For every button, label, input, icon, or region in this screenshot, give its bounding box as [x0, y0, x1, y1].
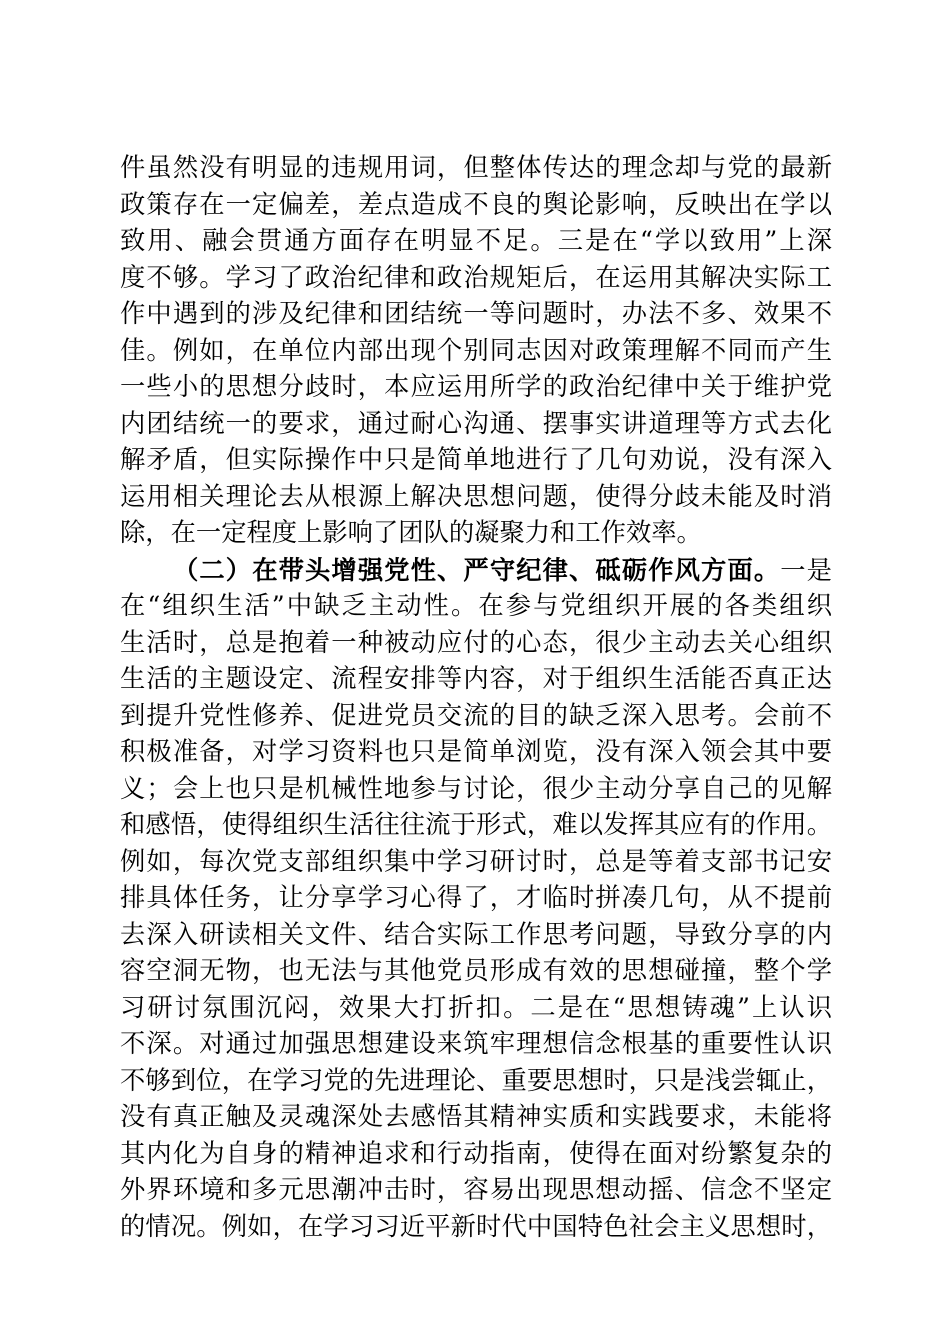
- section-heading: （二）在带头增强党性、严守纪律、砥砺作风方面。: [173, 554, 781, 585]
- text-line: 容空洞无物，也无法与其他党员形成有效的思想碰撞，整个学: [120, 956, 832, 985]
- text-line: 政策存在一定偏差，差点造成不良的舆论影响，反映出在学以: [120, 189, 832, 219]
- text-line: 生活的主题设定、流程安排等内容，对于组织生活能否真正达: [120, 664, 832, 693]
- text-line: 一些小的思想分歧时，本应运用所学的政治纪律中关于维护党: [120, 372, 832, 401]
- text-line: 佳。例如，在单位内部出现个别同志因对政策理解不同而产生: [120, 335, 832, 365]
- text-line: 作中遇到的涉及纪律和团结统一等问题时，办法不多、效果不: [120, 299, 832, 328]
- text-line: 件虽然没有明显的违规用词，但整体传达的理念却与党的最新: [120, 153, 832, 182]
- text-line: 积极准备，对学习资料也只是简单浏览，没有深入领会其中要: [120, 737, 832, 766]
- text-line: 的情况。例如，在学习习近平新时代中国特色社会主义思想时，: [120, 1211, 832, 1241]
- section-heading-tail: 一是: [780, 555, 832, 585]
- text-line: 没有真正触及灵魂深处去感悟其精神实质和实践要求，未能将: [120, 1102, 832, 1131]
- text-line: 其内化为自身的精神追求和行动指南，使得在面对纷繁复杂的: [120, 1138, 832, 1168]
- text-line: 内团结统一的要求，通过耐心沟通、摆事实讲道理等方式去化: [120, 408, 832, 438]
- text-line: 和感悟，使得组织生活往往流于形式，难以发挥其应有的作用。: [120, 810, 832, 839]
- text-line: 运用相关理论去从根源上解决思想问题，使得分歧未能及时消: [120, 481, 832, 511]
- text-line: 例如，每次党支部组织集中学习研讨时，总是等着支部书记安: [120, 846, 832, 876]
- section-heading-line: [120, 552, 832, 589]
- text-line: 不够到位，在学习党的先进理论、重要思想时，只是浅尝辄止，: [120, 1065, 832, 1095]
- text-line: 习研讨氛围沉闷，效果大打折扣。二是在“思想铸魂”上认识: [120, 992, 832, 1022]
- text-line: 义；会上也只是机械性地参与讨论，很少主动分享自己的见解: [120, 773, 832, 803]
- text-line: 解矛盾，但实际操作中只是简单地进行了几句劝说，没有深入: [120, 445, 832, 474]
- text-line: 到提升党性修养、促进党员交流的目的缺乏深入思考。会前不: [120, 700, 832, 730]
- text-line: 排具体任务，让分享学习心得了，才临时拼凑几句，从不提前: [120, 883, 832, 912]
- body-text: [120, 150, 832, 1245]
- text-line: 不深。对通过加强思想建设来筑牢理想信念根基的重要性认识: [120, 1029, 832, 1058]
- text-line: 外界环境和多元思潮冲击时，容易出现思想动摇、信念不坚定: [120, 1175, 832, 1204]
- text-line: 致用、融会贯通方面存在明显不足。三是在“学以致用”上深: [120, 226, 832, 255]
- text-line: 去深入研读相关文件、结合实际工作思考问题，导致分享的内: [120, 919, 832, 949]
- text-line: 在“组织生活”中缺乏主动性。在参与党组织开展的各类组织: [120, 591, 832, 620]
- text-line: 度不够。学习了政治纪律和政治规矩后，在运用其解决实际工: [120, 262, 832, 292]
- text-line: 除，在一定程度上影响了团队的凝聚力和工作效率。: [120, 518, 702, 547]
- text-line: 生活时，总是抱着一种被动应付的心态，很少主动去关心组织: [120, 627, 832, 657]
